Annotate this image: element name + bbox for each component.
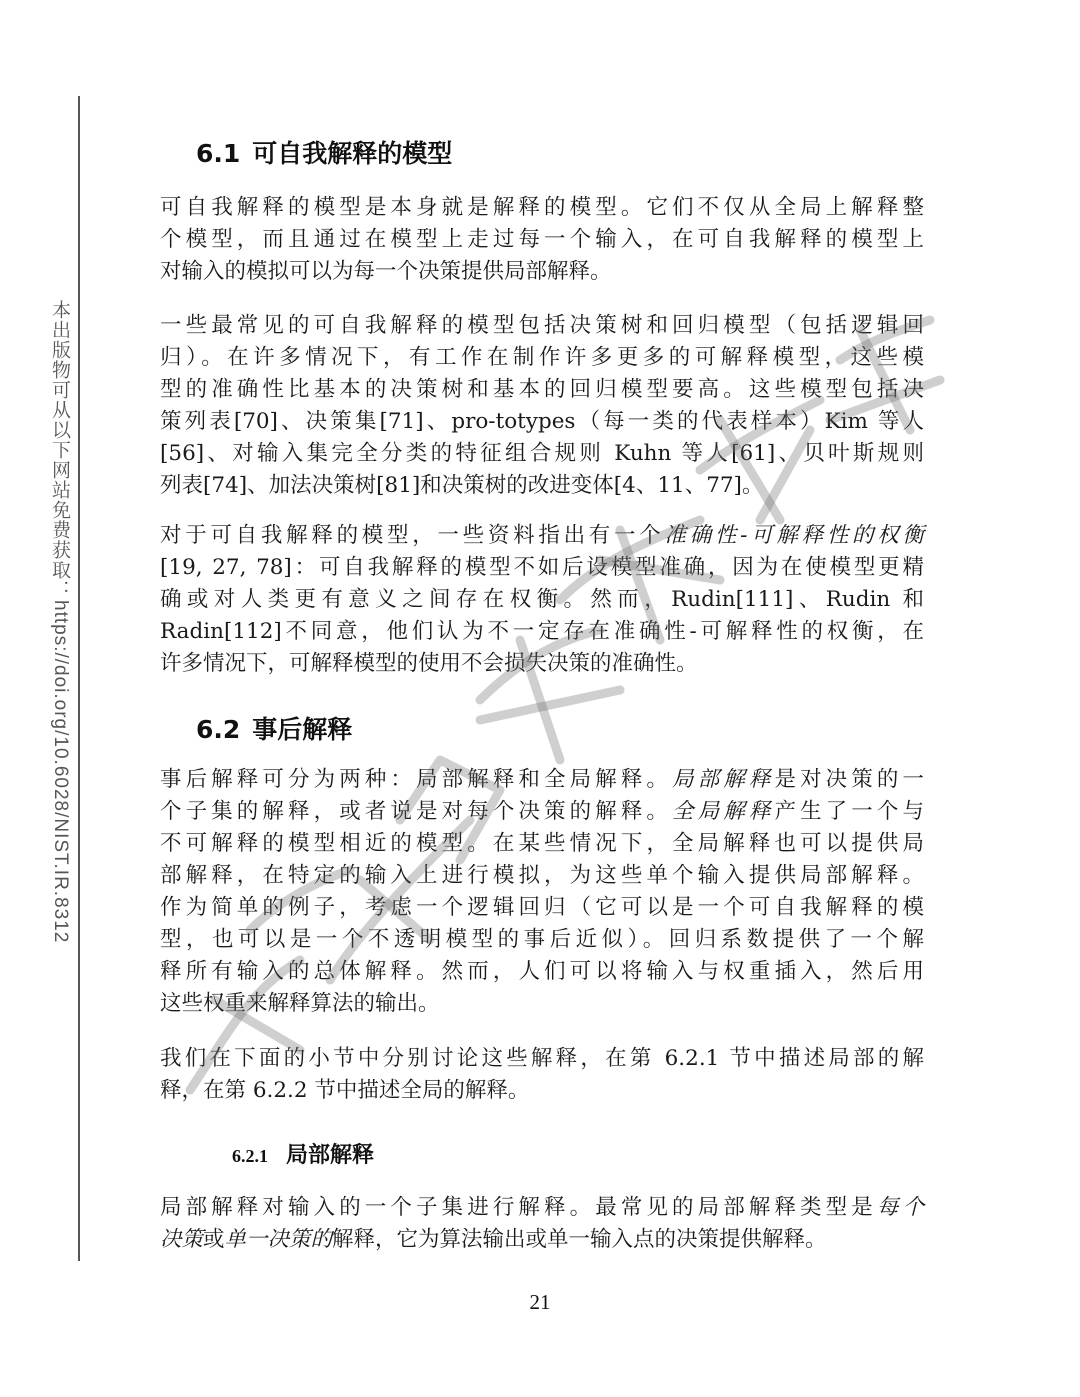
heading-title: 事后解释 xyxy=(252,715,353,744)
paragraph-2 xyxy=(160,310,924,502)
text-line: 列表[74]、加法决策树[81]和决策树的改进变体[4、11、77]。 xyxy=(160,473,764,498)
text-line xyxy=(160,1192,924,1224)
text-line: 型，也可以是一个不透明模型的事后近似）。回归系数提供了一个解 xyxy=(160,927,924,952)
text-line: 部解释，在特定的输入上进行模拟，为这些单个输入提供局部解释。 xyxy=(160,863,924,888)
paragraph-5 xyxy=(160,1043,924,1107)
text-line: 策列表[70]、决策集[71]、pro-totypes（每一类的代表样本）Kim 等人 xyxy=(160,409,924,434)
paragraph-3 xyxy=(160,520,924,680)
text-line: Radin[112]不同意，他们认为不一定存在准确性-可解释性的权衡，在 xyxy=(160,619,924,644)
heading-6-2-1 xyxy=(232,1138,374,1169)
text-line: [19, 27, 78]：可自我解释的模型不如后设模型准确，因为在使模型更精 xyxy=(160,555,924,580)
text-line: 可自我解释的模型是本身就是解释的模型。它们不仅从全局上解释整 xyxy=(160,195,924,220)
text-line xyxy=(160,764,924,796)
text-line: 归）。在许多情况下，有工作在制作许多更多的可解释模型，这些模 xyxy=(160,345,924,370)
heading-6-2 xyxy=(196,710,352,746)
heading-number: 6.1 xyxy=(196,139,241,168)
text-run: 是对决策的一 xyxy=(774,767,924,792)
doi-link[interactable]: https://doi.org/10.6028/NIST.IR.8312 xyxy=(50,600,71,944)
emphasis-per-decision: 每个 xyxy=(876,1195,924,1220)
text-run: 对于可自我解释的模型，一些资料指出有一个 xyxy=(160,523,665,548)
text-line xyxy=(160,520,924,552)
page-number: 21 xyxy=(529,1290,551,1314)
text-line: 作为简单的例子，考虑一个逻辑回归（它可以是一个可自我解释的模 xyxy=(160,895,924,920)
text-run: 个子集的解释，或者说是对每个决策的解释。 xyxy=(160,799,673,824)
text-line: 释，在第 6.2.2 节中描述全局的解释。 xyxy=(160,1078,530,1103)
text-line: 个模型，而且通过在模型上走过每一个输入，在可自我解释的模型上 xyxy=(160,227,924,252)
emphasis-single-decision: 单一决策的 xyxy=(224,1227,333,1252)
text-line: 一些最常见的可自我解释的模型包括决策树和回归模型（包括逻辑回 xyxy=(160,313,924,338)
emphasis-tradeoff: 准确性-可解释性的权衡 xyxy=(664,523,924,548)
text-line: 许多情况下，可解释模型的使用不会损失决策的准确性。 xyxy=(160,651,698,676)
text-line: 释所有输入的总体解释。然而，人们可以将输入与权重插入，然后用 xyxy=(160,959,924,984)
text-run: 事后解释可分为两种：局部解释和全局解释。 xyxy=(160,767,673,792)
text-line: 型的准确性比基本的决策树和基本的回归模型要高。这些模型包括决 xyxy=(160,377,924,402)
text-line: 我们在下面的小节中分别讨论这些解释，在第 6.2.1 节中描述局部的解 xyxy=(160,1046,924,1071)
text-line xyxy=(160,796,924,828)
text-run: 或 xyxy=(203,1227,225,1252)
emphasis-local: 局部解释 xyxy=(672,767,775,792)
availability-text: 本出版物可从以下网站免费获取： xyxy=(49,300,71,600)
text-line: 这些权重来解释算法的输出。 xyxy=(160,991,440,1016)
text-run: 产生了一个与 xyxy=(774,799,924,824)
text-run: 解释，它为算法输出或单一输入点的决策提供解释。 xyxy=(332,1227,827,1252)
paragraph-1 xyxy=(160,192,924,288)
heading-title: 可自我解释的模型 xyxy=(252,139,453,168)
heading-title: 局部解释 xyxy=(286,1143,375,1168)
paragraph-6 xyxy=(160,1192,924,1256)
text-line: 对输入的模拟可以为每一个决策提供局部解释。 xyxy=(160,259,612,284)
heading-number: 6.2 xyxy=(196,715,241,744)
heading-number: 6.2.1 xyxy=(232,1146,268,1166)
text-line: [56]、对输入集完全分类的特征组合规则 Kuhn 等人[61]、贝叶斯规则 xyxy=(160,441,924,466)
heading-6-1 xyxy=(196,134,452,170)
text-line xyxy=(160,1224,924,1256)
text-run: 局部解释对输入的一个子集进行解释。最常见的局部解释类型是 xyxy=(160,1195,877,1220)
availability-note xyxy=(34,300,74,1000)
emphasis-global: 全局解释 xyxy=(672,799,775,824)
margin-rule xyxy=(78,96,80,1261)
text-line: 确或对人类更有意义之间存在权衡。然而，Rudin[111]、Rudin 和 xyxy=(160,587,924,612)
emphasis-per-decision: 决策 xyxy=(160,1227,204,1252)
text-line: 不可解释的模型相近的模型。在某些情况下，全局解释也可以提供局 xyxy=(160,831,924,856)
paragraph-4 xyxy=(160,764,924,1020)
